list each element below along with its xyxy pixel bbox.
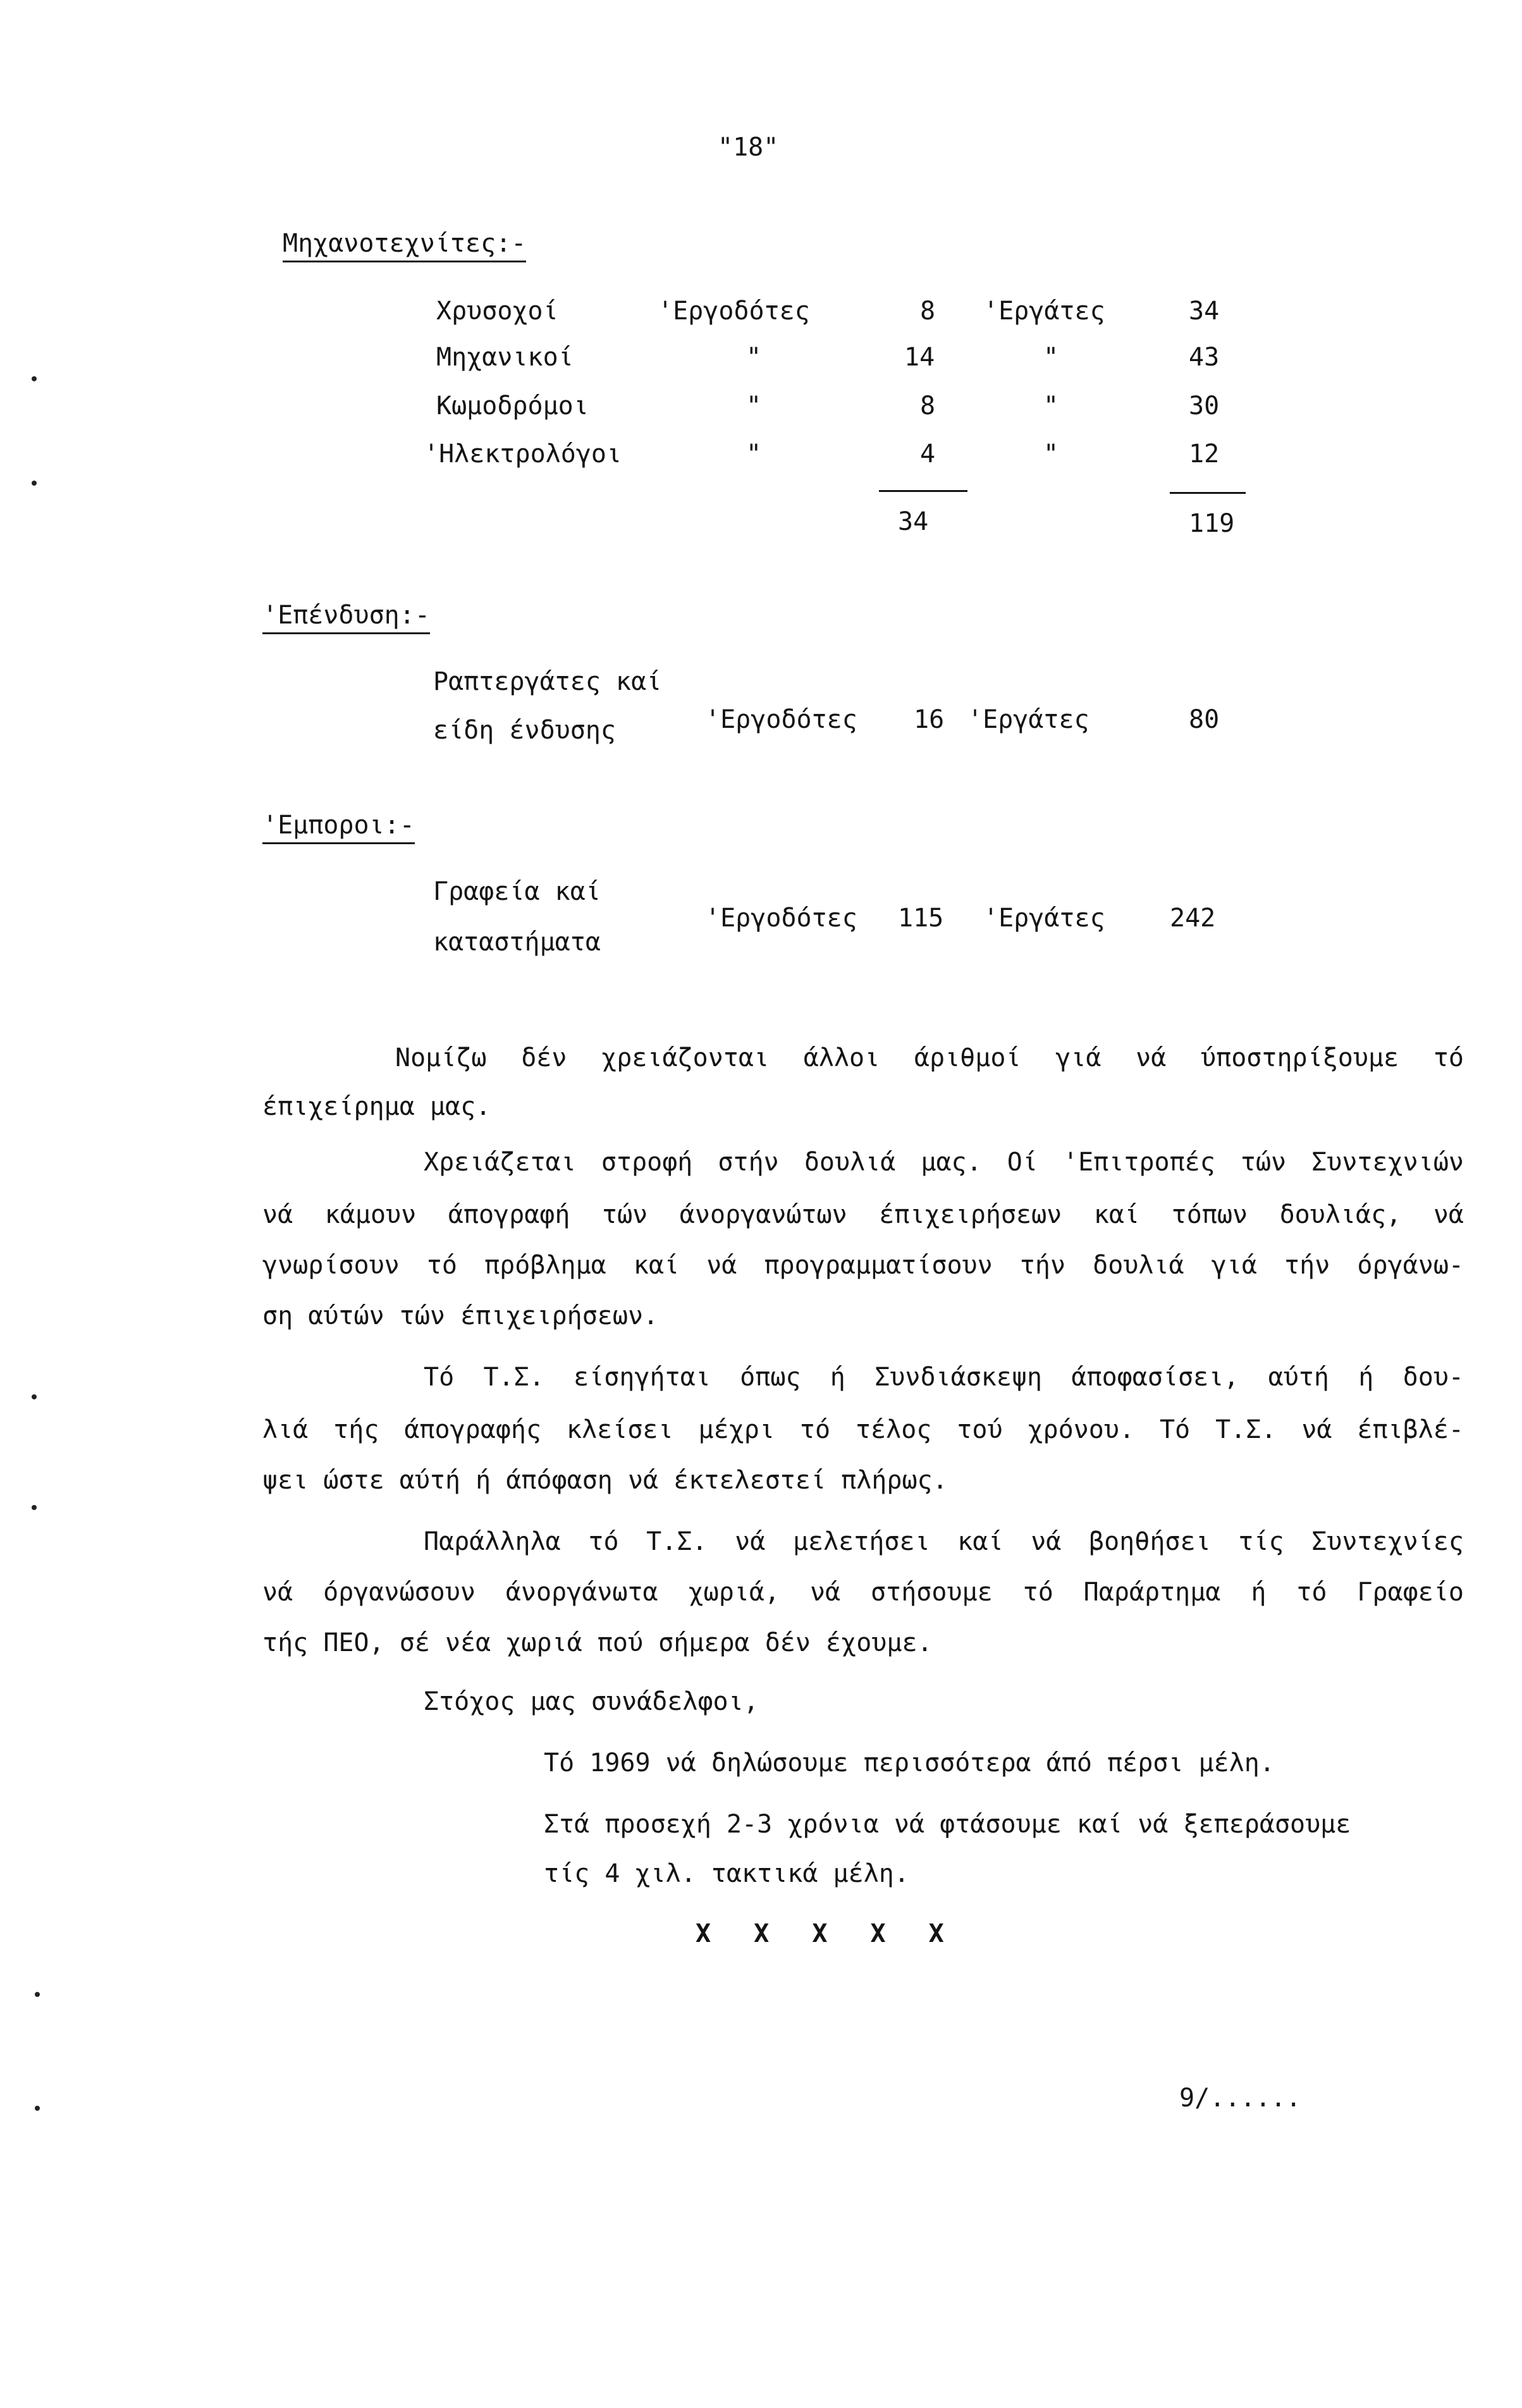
workers-count: 12	[1189, 439, 1220, 469]
employers-label: "	[746, 343, 762, 372]
employers-label: 'Εργοδότες	[705, 904, 857, 933]
trade-name: Κωμοδρόμοι	[436, 391, 589, 421]
paragraph-3-line-2: λιά τής άπογραφής κλείσει μέχρι τό τέλος τού χρόνου. Τό Τ.Σ. νά έπιβλέ-	[262, 1415, 1464, 1444]
trade-name-line2: καταστήματα	[433, 928, 601, 957]
trade-name-line2: είδη ένδυσης	[433, 716, 616, 745]
workers-label: 'Εργάτες	[983, 904, 1105, 933]
workers-count: 34	[1189, 297, 1220, 326]
employers-count: 8	[920, 297, 936, 326]
total-rule-employers	[879, 490, 967, 492]
workers-count: 30	[1189, 391, 1220, 421]
trade-name: 'Ηλεκτρολόγοι	[424, 439, 622, 469]
scan-speck	[32, 1394, 37, 1399]
workers-label: "	[1043, 391, 1059, 421]
scan-speck	[32, 376, 37, 381]
employers-label: "	[746, 391, 762, 421]
workers-label: 'Εργάτες	[983, 297, 1105, 326]
paragraph-4-line-2: νά όργανώσουν άνοργάνωτα χωριά, νά στήσουμε τό Παράρτημα ή τό Γραφείο	[262, 1578, 1464, 1607]
total-rule-workers	[1170, 492, 1246, 494]
employers-label: "	[746, 439, 762, 469]
employers-label: 'Εργοδότες	[658, 297, 810, 326]
employers-label: 'Εργοδότες	[705, 705, 857, 734]
goal-2-line-2: τίς 4 χιλ. τακτικά μέλη.	[544, 1859, 909, 1888]
scan-speck	[35, 1992, 40, 1997]
scan-speck	[32, 1505, 37, 1510]
total-employers: 34	[898, 507, 929, 536]
paragraph-2-line-4: ση αύτών τών έπιχειρήσεων.	[262, 1301, 659, 1330]
workers-label: "	[1043, 439, 1059, 469]
paragraph-2-line-1: Χρειάζεται στροφή στήν δουλιά μας. Οί 'Επιτροπές τών Συντεχνιών	[424, 1148, 1464, 1177]
paragraph-1-line-2: έπιχείρημα μας.	[262, 1092, 491, 1121]
section-heading-mechanics: Μηχανοτεχνίτες:-	[283, 229, 526, 262]
paragraph-1-line-1: Νομίζω δέν χρειάζονται άλλοι άριθμοί γιά νά ύποστηρίξουμε τό	[395, 1043, 1464, 1072]
workers-label: "	[1043, 343, 1059, 372]
paragraph-3-line-1: Τό Τ.Σ. είσηγήται όπως ή Συνδιάσκεψη άποφασίσει, αύτή ή δου-	[424, 1363, 1464, 1392]
employers-count: 8	[920, 391, 936, 421]
continuation-marker: 9/......	[1179, 2084, 1301, 2113]
paragraph-5-line-1: Στόχος μας συνάδελφοι,	[424, 1687, 759, 1716]
goal-2-line-1: Στά προσεχή 2-3 χρόνια νά φτάσουμε καί νά ξεπεράσουμε	[544, 1810, 1351, 1839]
paragraph-2-line-2: νά κάμουν άπογραφή τών άνοργανώτων έπιχειρήσεων καί τόπων δουλιάς, νά	[262, 1200, 1464, 1229]
employers-count: 14	[904, 343, 935, 372]
paragraph-3-line-3: ψει ώστε αύτή ή άπόφαση νά έκτελεστεί πλήρως.	[262, 1466, 948, 1495]
total-workers: 119	[1189, 509, 1235, 538]
goal-1: Τό 1969 νά δηλώσουμε περισσότερα άπό πέρσι μέλη.	[544, 1748, 1275, 1778]
workers-count: 80	[1189, 705, 1220, 734]
workers-label: 'Εργάτες	[967, 705, 1089, 734]
workers-count: 242	[1170, 904, 1216, 933]
paragraph-2-line-3: γνωρίσουν τό πρόβλημα καί νά προγραμματίσουν τήν δουλιά γιά τήν όργάνω-	[262, 1251, 1464, 1280]
trade-name-line1: Γραφεία καί	[433, 877, 601, 906]
paragraph-4-line-1: Παράλληλα τό Τ.Σ. νά μελετήσει καί νά βοηθήσει τίς Συντεχνίες	[424, 1527, 1464, 1556]
workers-count: 43	[1189, 343, 1220, 372]
section-heading-clothing: 'Επένδυση:-	[262, 601, 430, 634]
page-number: "18"	[718, 133, 779, 162]
paragraph-4-line-3: τής ΠΕΟ, σέ νέα χωριά πού σήμερα δέν έχουμε.	[262, 1628, 933, 1657]
section-separator: X X X X X	[696, 1919, 958, 1948]
employers-count: 16	[914, 705, 945, 734]
employers-count: 4	[920, 439, 936, 469]
employers-count: 115	[898, 904, 944, 933]
trade-name: Χρυσοχοί	[436, 297, 558, 326]
trade-name: Μηχανικοί	[436, 343, 574, 372]
section-heading-commercial: 'Εμποροι:-	[262, 811, 415, 844]
scan-speck	[32, 481, 37, 486]
scan-speck	[35, 2106, 40, 2111]
trade-name-line1: Ραπτεργάτες καί	[433, 667, 662, 696]
